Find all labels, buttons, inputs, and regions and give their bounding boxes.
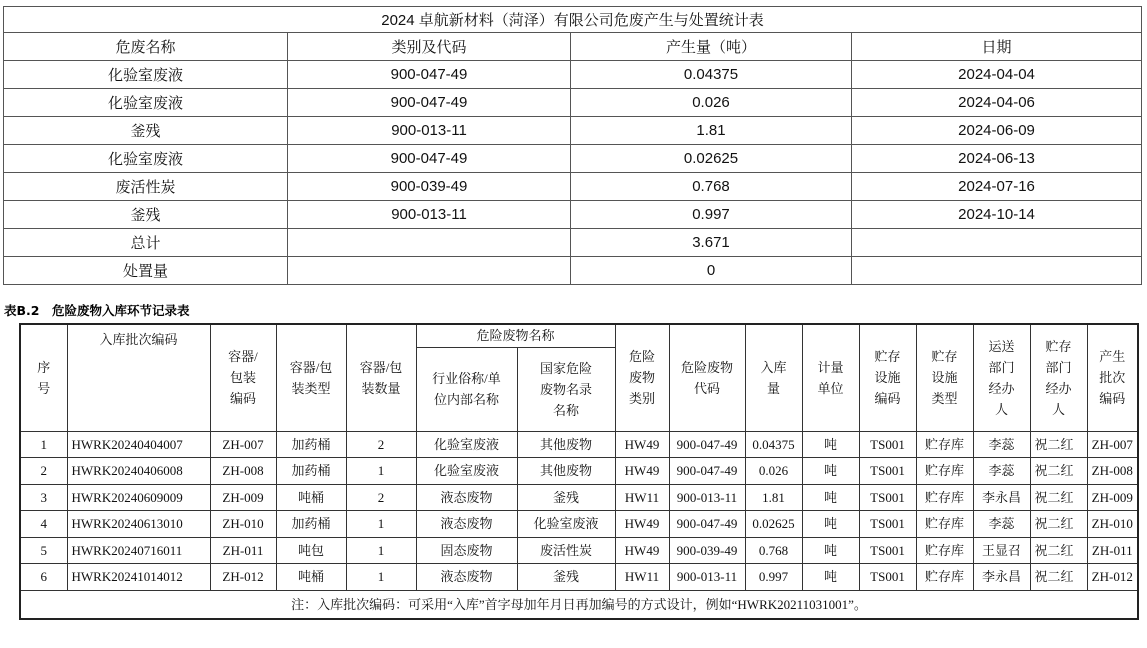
record-cell: 900-047-49 [669,458,745,485]
record-cell: HWRK20240404007 [67,431,210,458]
summary-cell: 化验室废液 [4,89,288,117]
record-cell: 0.768 [745,537,802,564]
summary-header-cell: 产生量（吨） [571,33,852,61]
record-cell: 1 [346,564,416,591]
note-row [20,590,1138,619]
summary-cell [288,229,571,257]
summary-cell: 2024-07-16 [852,173,1142,201]
summary-cell: 2024-04-06 [852,89,1142,117]
record-cell: 3 [20,484,67,511]
header-unit-text: 计量单位 [817,359,844,396]
record-cell: 李永昌 [973,484,1030,511]
table-row [20,484,1138,511]
record-cell: TS001 [859,458,916,485]
record-cell: 吨 [802,484,859,511]
header-batch [67,324,210,431]
summary-header-cell: 类别及代码 [288,33,571,61]
record-cell: 吨 [802,537,859,564]
summary-row [4,145,1142,173]
record-cell: ZH-008 [1087,458,1138,485]
summary-cell: 总计 [4,229,288,257]
record-cell: 祝二红 [1030,564,1087,591]
record-cell: 吨桶 [276,564,346,591]
header-storage-person-text: 贮存部门经办人 [1045,338,1072,417]
record-cell: ZH-012 [210,564,276,591]
record-cell: 1 [346,458,416,485]
summary-header-cell: 危废名称 [4,33,288,61]
header-container-type-text: 容器/包装类型 [289,359,333,396]
summary-cell: 化验室废液 [4,61,288,89]
summary-cell: 2024-06-13 [852,145,1142,173]
summary-row [4,229,1142,257]
record-cell: 祝二红 [1030,431,1087,458]
summary-row [4,257,1142,285]
summary-cell: 900-047-49 [288,145,571,173]
table-row [20,431,1138,458]
summary-header-row [4,33,1142,61]
summary-title: 2024 卓航新材料（菏泽）有限公司危废产生与处置统计表 [4,7,1142,33]
summary-cell: 2024-10-14 [852,201,1142,229]
summary-row [4,201,1142,229]
summary-cell: 釜残 [4,117,288,145]
record-table-caption: 表B.2 危险废物入库环节记录表 [4,303,190,318]
header-amount [745,324,802,431]
record-cell: 贮存库 [916,458,973,485]
table-row [20,511,1138,538]
record-cell: 4 [20,511,67,538]
record-cell: 液态废物 [416,564,517,591]
record-cell: 吨 [802,431,859,458]
record-cell: HW11 [615,564,669,591]
record-cell: 5 [20,537,67,564]
header-container-qty [346,324,416,431]
record-cell: ZH-009 [1087,484,1138,511]
header-seq-text: 序号 [37,359,51,396]
record-cell: 其他废物 [517,431,615,458]
record-cell: 900-047-49 [669,431,745,458]
summary-row [4,173,1142,201]
record-cell: HW49 [615,511,669,538]
record-cell: 贮存库 [916,431,973,458]
summary-cell: 900-013-11 [288,117,571,145]
record-cell: 釜残 [517,484,615,511]
summary-row [4,89,1142,117]
record-cell: 固态废物 [416,537,517,564]
record-cell: 6 [20,564,67,591]
record-cell: 900-039-49 [669,537,745,564]
record-cell: TS001 [859,564,916,591]
record-cell: 其他废物 [517,458,615,485]
record-cell: 吨包 [276,537,346,564]
record-cell: 化验室废液 [517,511,615,538]
table-row [20,537,1138,564]
header-facility-code-text: 贮存设施编码 [874,349,901,407]
record-cell: 祝二红 [1030,537,1087,564]
record-cell: 化验室废液 [416,458,517,485]
record-cell: 900-013-11 [669,484,745,511]
header-unit [802,324,859,431]
record-cell: HWRK20240716011 [67,537,210,564]
table-note: 注：入库批次编码：可采用“入库”首字母加年月日再加编号的方式设计，例如“HWRK20211031001”。 [20,590,1138,619]
summary-cell: 化验室废液 [4,145,288,173]
record-cell: 李蕊 [973,431,1030,458]
header-category-text: 危险废物类别 [629,349,656,407]
record-cell: 2 [346,431,416,458]
record-cell: 900-047-49 [669,511,745,538]
header-industry-name-text: 行业俗称/单位内部名称 [432,371,501,407]
summary-cell: 处置量 [4,257,288,285]
record-cell: 液态废物 [416,511,517,538]
header-national-name [517,347,615,431]
header-batch-out [1087,324,1138,431]
record-cell: 1 [20,431,67,458]
record-cell: 废活性炭 [517,537,615,564]
summary-body [4,7,1142,285]
summary-row [4,61,1142,89]
record-cell: HW11 [615,484,669,511]
record-cell: 加药桶 [276,431,346,458]
record-cell: HW49 [615,537,669,564]
record-cell: TS001 [859,537,916,564]
record-cell: 祝二红 [1030,511,1087,538]
header-code-text: 危险废物代码 [681,359,734,396]
record-cell: 李蕊 [973,511,1030,538]
summary-cell [852,257,1142,285]
header-container-code-text: 容器/包装编码 [228,349,258,407]
record-cell: ZH-011 [1087,537,1138,564]
record-cell: 化验室废液 [416,431,517,458]
record-cell: ZH-007 [1087,431,1138,458]
summary-cell: 0.026 [571,89,852,117]
header-container-qty-text: 容器/包装数量 [359,359,403,396]
summary-cell: 3.671 [571,229,852,257]
record-body [20,324,1138,619]
summary-cell: 1.81 [571,117,852,145]
record-cell: HWRK20240406008 [67,458,210,485]
record-cell: 釜残 [517,564,615,591]
summary-cell: 900-013-11 [288,201,571,229]
header-code [669,324,745,431]
header-industry-name [416,347,517,431]
record-cell: 0.02625 [745,511,802,538]
record-cell: HWRK20240609009 [67,484,210,511]
record-cell: TS001 [859,431,916,458]
header-waste-name-group: 危险废物名称 [416,324,615,347]
header-storage-person [1030,324,1087,431]
header-facility-type-text: 贮存设施类型 [931,349,958,407]
record-cell: 贮存库 [916,511,973,538]
summary-cell: 2024-04-04 [852,61,1142,89]
record-cell: HW49 [615,458,669,485]
summary-cell: 0.02625 [571,145,852,173]
record-cell: 吨 [802,458,859,485]
record-cell: 李永昌 [973,564,1030,591]
header-batch-text: 入库批次编码 [99,332,178,347]
record-cell: 贮存库 [916,484,973,511]
record-cell: 吨 [802,511,859,538]
waste-summary-table [3,6,1142,285]
storage-record-table [19,323,1139,620]
record-cell: 祝二红 [1030,458,1087,485]
header-transport-person-text: 运送部门经办人 [988,338,1015,417]
record-cell: 吨 [802,564,859,591]
summary-header-cell: 日期 [852,33,1142,61]
summary-cell: 0.04375 [571,61,852,89]
record-cell: 祝二红 [1030,484,1087,511]
record-cell: 加药桶 [276,458,346,485]
summary-cell: 0.997 [571,201,852,229]
record-cell: 李蕊 [973,458,1030,485]
record-cell: 贮存库 [916,537,973,564]
record-cell: 1.81 [745,484,802,511]
record-cell: 2 [346,484,416,511]
header-transport-person [973,324,1030,431]
header-national-name-text: 国家危险废物名录名称 [540,360,593,418]
summary-cell [288,257,571,285]
header-category [615,324,669,431]
header-container-type [276,324,346,431]
summary-cell: 900-047-49 [288,61,571,89]
header-facility-code [859,324,916,431]
summary-cell: 0 [571,257,852,285]
summary-cell: 2024-06-09 [852,117,1142,145]
record-cell: ZH-010 [1087,511,1138,538]
record-cell: 王显召 [973,537,1030,564]
summary-cell: 900-039-49 [288,173,571,201]
record-cell: 1 [346,511,416,538]
summary-cell: 废活性炭 [4,173,288,201]
record-cell: 贮存库 [916,564,973,591]
summary-row [4,117,1142,145]
header-facility-type [916,324,973,431]
record-cell: HWRK20240613010 [67,511,210,538]
record-cell: 1 [346,537,416,564]
record-cell: 0.026 [745,458,802,485]
record-cell: 吨桶 [276,484,346,511]
record-cell: 加药桶 [276,511,346,538]
record-cell: 液态废物 [416,484,517,511]
table-row [20,564,1138,591]
summary-cell [852,229,1142,257]
record-cell: ZH-009 [210,484,276,511]
record-cell: ZH-007 [210,431,276,458]
record-cell: HW49 [615,431,669,458]
record-cell: 0.04375 [745,431,802,458]
summary-cell: 0.768 [571,173,852,201]
record-cell: ZH-010 [210,511,276,538]
header-batch-out-text: 产生批次编码 [1099,349,1126,407]
header-seq [20,324,67,431]
header-container-code [210,324,276,431]
record-cell: ZH-012 [1087,564,1138,591]
record-cell: 2 [20,458,67,485]
record-cell: 0.997 [745,564,802,591]
record-cell: 900-013-11 [669,564,745,591]
record-cell: TS001 [859,511,916,538]
record-cell: TS001 [859,484,916,511]
record-cell: ZH-008 [210,458,276,485]
header-amount-text: 入库量 [760,359,787,396]
summary-cell: 900-047-49 [288,89,571,117]
summary-cell: 釜残 [4,201,288,229]
record-cell: HWRK20241014012 [67,564,210,591]
table-row [20,458,1138,485]
record-cell: ZH-011 [210,537,276,564]
